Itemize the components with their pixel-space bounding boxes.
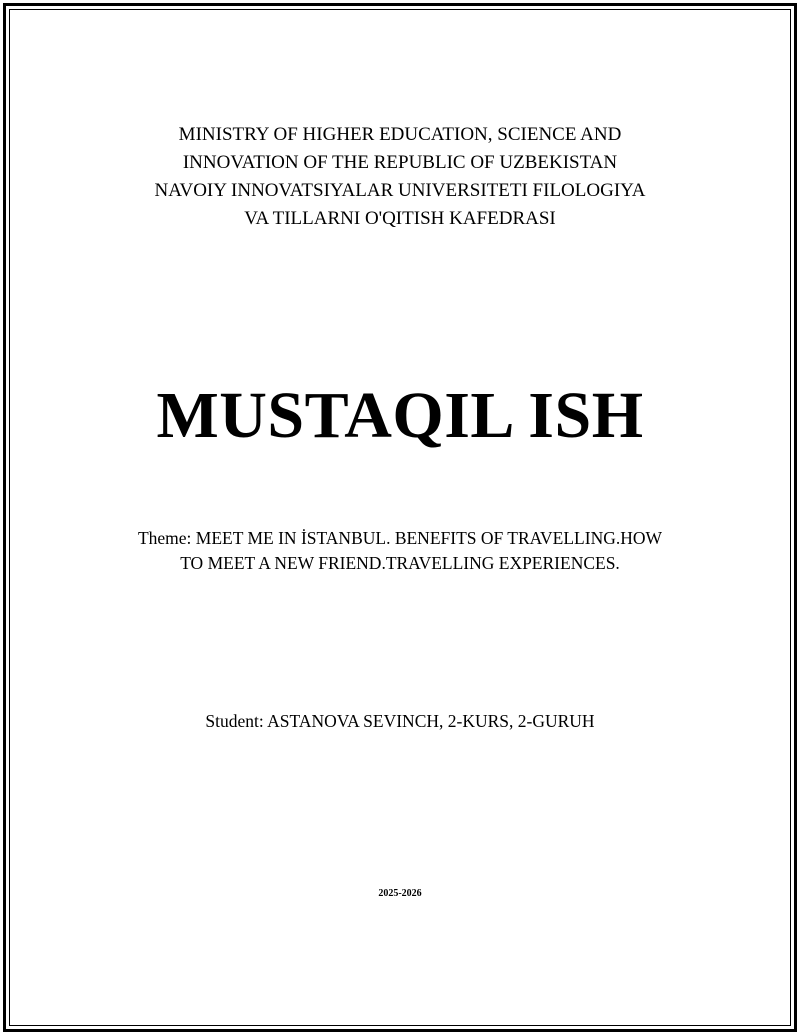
institution-header <box>0 121 800 233</box>
academic-year: 2025-2026 <box>378 888 422 899</box>
header-line-2: INNOVATION OF THE REPUBLIC OF UZBEKISTAN <box>182 152 618 173</box>
student-info: Student: ASTANOVA SEVINCH, 2-KURS, 2-GURUH <box>205 711 595 731</box>
document-title: MUSTAQIL ISH <box>156 379 644 452</box>
header-line-4: VA TILLARNI O'QITISH KAFEDRASI <box>244 208 556 229</box>
header-line-1: MINISTRY OF HIGHER EDUCATION, SCIENCE AND <box>178 124 622 145</box>
theme-text <box>0 526 800 576</box>
theme-line-1: Theme: MEET ME IN İSTANBUL. BENEFITS OF TRAVELLING.HOW <box>137 528 663 548</box>
theme-line-2: TO MEET A NEW FRIEND.TRAVELLING EXPERIENCES. <box>180 553 620 573</box>
header-line-3: NAVOIY INNOVATSIYALAR UNIVERSITETI FILOLOGIYA <box>154 180 646 201</box>
